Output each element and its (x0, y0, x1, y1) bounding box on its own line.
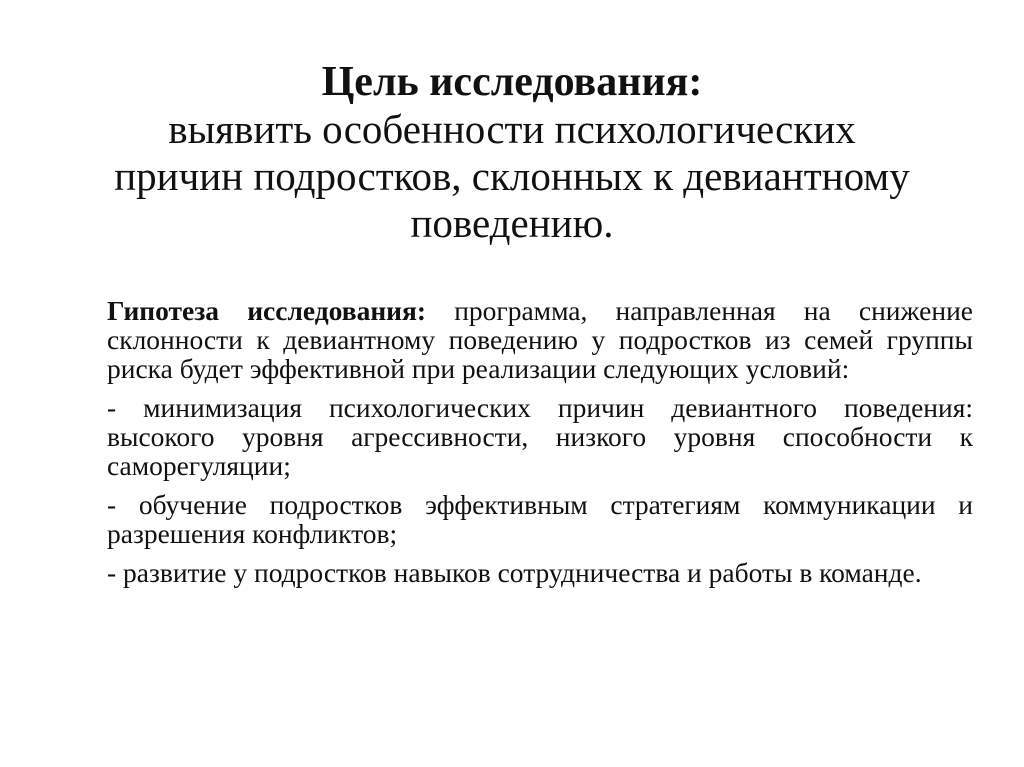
hypothesis-paragraph (107, 296, 973, 383)
hypothesis-text: программа, направленная на снижение склонности к девиантному поведению у подростков из семей группы риска будет эффективной при реализации следующих условий: (107, 295, 973, 384)
hypothesis-label: Гипотеза исследования: (107, 295, 427, 326)
title-line-1: выявить особенности психологических (168, 106, 856, 152)
condition-item-2: - обучение подростков эффективным стратегиям коммуникации и разрешения конфликтов; (107, 489, 973, 549)
condition-item-3: - развитие у подростков навыков сотрудничества и работы в команде. (107, 557, 922, 588)
title-line-3: поведению. (410, 200, 614, 246)
title-line-2: причин подростков, склонных к девиантному (114, 153, 910, 199)
slide-body (107, 296, 973, 597)
title-heading: Цель исследования: (321, 59, 703, 105)
slide-title (60, 58, 964, 247)
condition-item-1: - минимизация психологических причин девиантного поведения: высокого уровня агрессивности, низкого уровня способности к саморегуляции; (107, 392, 973, 481)
